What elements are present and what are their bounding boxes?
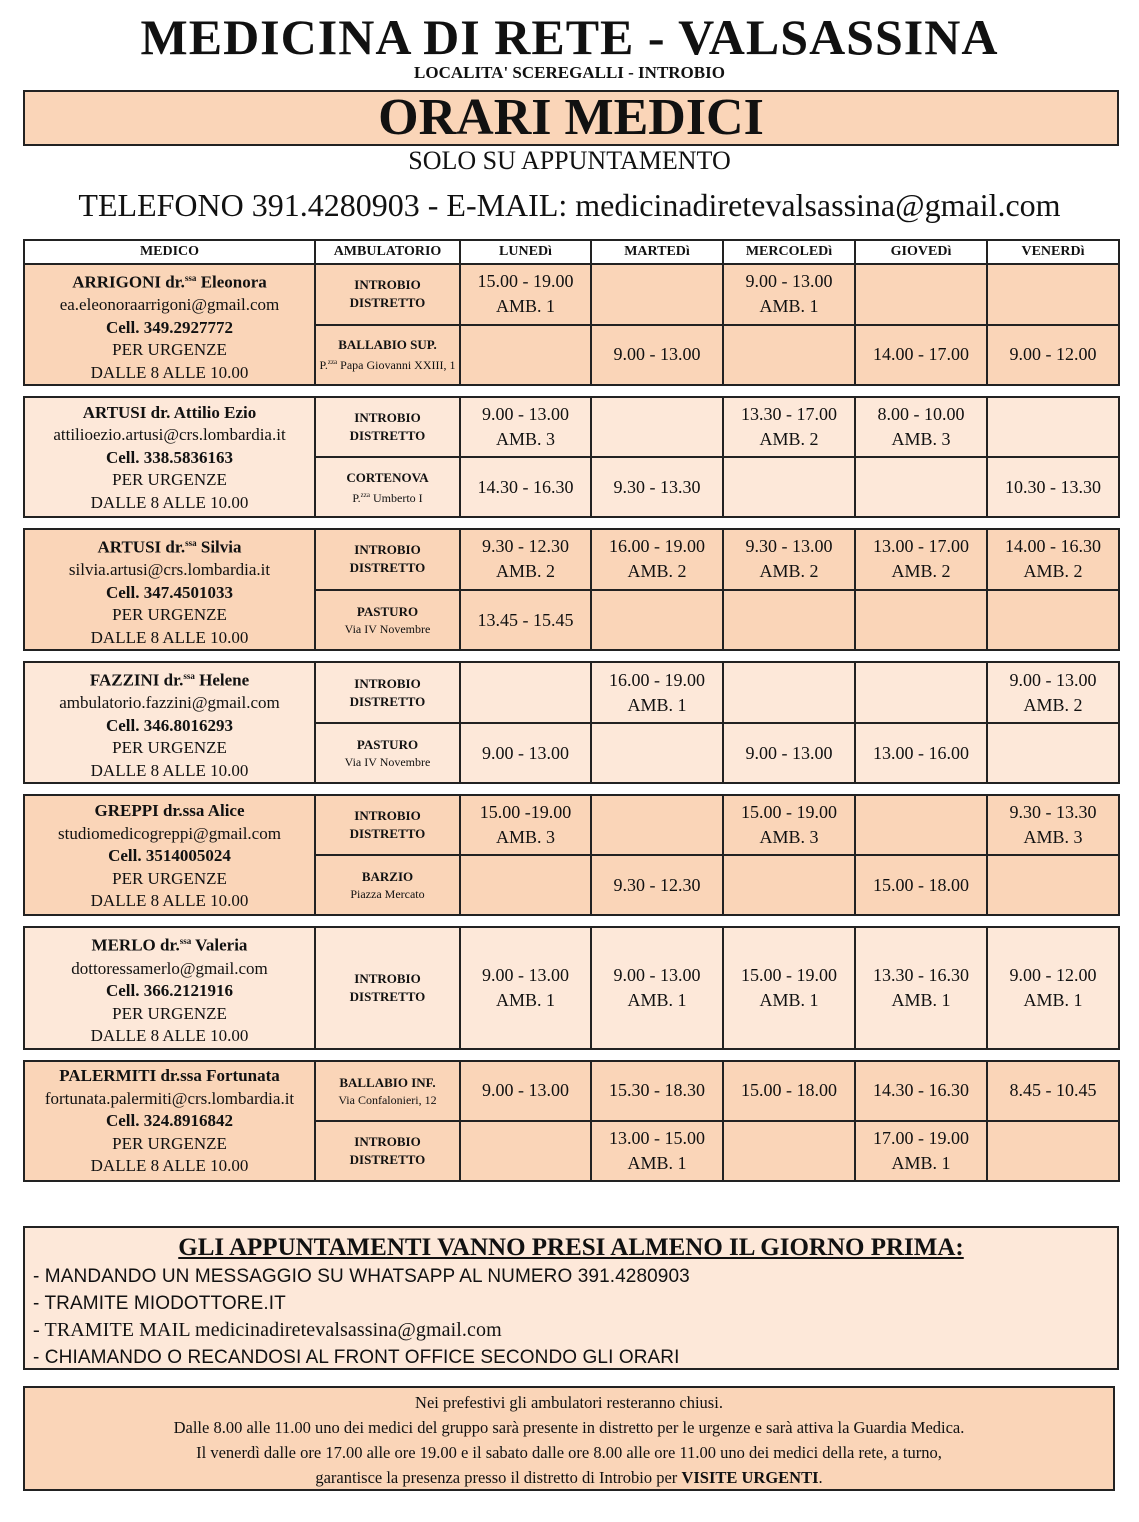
- urgent-hours: DALLE 8 ALLE 10.00: [90, 362, 249, 382]
- appointment-only-note: SOLO SU APPUNTAMENTO: [408, 146, 731, 175]
- time-slot-cell: [987, 264, 1119, 325]
- slot-room: AMB. 1: [495, 990, 555, 1011]
- group-spacer: [24, 783, 1119, 795]
- doctor-email: studiomedicogreppi@gmail.com: [58, 823, 281, 843]
- time-slot-cell: [855, 1121, 987, 1181]
- clinic-address-rest: Umberto I: [370, 490, 423, 505]
- time-slot-cell: [591, 662, 723, 723]
- doctor-email: ambulatorio.fazzini@gmail.com: [59, 693, 280, 713]
- clinic-name: INTROBIO DISTRETTO: [349, 971, 426, 1005]
- doctor-email: attilioezio.artusi@crs.lombardia.it: [53, 425, 286, 445]
- time-slot-cell: [987, 1121, 1119, 1181]
- spacer-cell: [24, 915, 1119, 927]
- table-row: [24, 662, 1119, 723]
- slot-time: 9.00 - 13.00: [482, 404, 569, 425]
- appointment-method-whatsapp: - MANDANDO UN MESSAGGIO SU WHATSAPP AL NUMERO 391.4280903: [33, 1266, 690, 1287]
- appointment-method-miodottore: - TRAMITE MIODOTTORE.IT: [33, 1293, 286, 1314]
- time-slot-cell: [460, 795, 591, 855]
- clinic-cell: [315, 529, 460, 590]
- clinic-name: BALLABIO INF.: [339, 1074, 436, 1090]
- doctor-title-suffix: ssa: [183, 671, 195, 682]
- doctor-phone: Cell. 324.8916842: [105, 1111, 234, 1131]
- group-spacer: [24, 650, 1119, 662]
- time-slot-cell: [855, 662, 987, 723]
- clinic-name: PASTURO: [356, 737, 419, 753]
- time-slot-cell: [723, 927, 855, 1048]
- clinic-address-rest: Papa Giovanni XXIII, 1: [337, 358, 456, 373]
- clinic-address: [316, 754, 459, 770]
- time-slot-cell: [987, 927, 1119, 1048]
- time-slot-cell: [723, 662, 855, 723]
- time-slot-cell: [591, 264, 723, 325]
- table-row: [24, 397, 1119, 457]
- slot-room: AMB. 3: [1023, 827, 1083, 848]
- clinic-address-suffix: zza: [360, 490, 370, 499]
- doctor-name-text: ARRIGONI dr.: [72, 272, 185, 292]
- clinic-cell: [315, 264, 460, 325]
- time-slot-cell: [855, 325, 987, 386]
- slot-time: 9.00 - 12.00: [1009, 965, 1097, 986]
- time-slot-cell: [460, 1061, 591, 1121]
- slot-time: 8.00 - 10.00: [877, 404, 965, 425]
- slot-time: 15.00 - 19.00: [477, 271, 574, 292]
- col-header-lunedi: LUNEDì: [460, 240, 591, 264]
- doctor-email: fortunata.palermiti@crs.lombardia.it: [44, 1088, 295, 1108]
- slot-time: 9.00 - 12.00: [1009, 344, 1097, 365]
- note-line-1: Nei prefestivi gli ambulatori resteranno chiusi.: [415, 1393, 723, 1412]
- time-slot-cell: [591, 590, 723, 651]
- time-slot-cell: [460, 325, 591, 386]
- time-slot-cell: [460, 662, 591, 723]
- clinic-name: PASTURO: [356, 604, 419, 620]
- time-slot-cell: [591, 855, 723, 915]
- clinic-address: [316, 1092, 459, 1108]
- note-line-4: [25, 1465, 1113, 1490]
- time-slot-cell: [855, 795, 987, 855]
- time-slot-cell: [591, 1121, 723, 1181]
- time-slot-cell: [987, 397, 1119, 457]
- doctor-email: ea.eleonoraarrigoni@gmail.com: [59, 295, 280, 315]
- slot-room: AMB. 3: [495, 827, 555, 848]
- slot-room: AMB. 2: [759, 561, 819, 582]
- clinic-cell: [315, 855, 460, 915]
- clinic-address: [316, 354, 459, 373]
- doctor-first-name: Silvia: [196, 537, 242, 557]
- doctor-cell: [24, 264, 315, 385]
- doctor-title-suffix: ssa: [184, 273, 197, 283]
- col-header-giovedi: GIOVEDì: [855, 240, 987, 264]
- clinic-name: INTROBIO DISTRETTO: [349, 277, 426, 311]
- time-slot-cell: [987, 662, 1119, 723]
- spacer-cell: [24, 517, 1119, 529]
- doctor-first-name: Eleonora: [196, 272, 267, 292]
- time-slot-cell: [987, 590, 1119, 651]
- page-title: MEDICINA DI RETE - VALSASSINA: [140, 9, 999, 65]
- clinic-address-text: P.: [319, 358, 328, 373]
- clinic-address-text: Piazza Mercato: [350, 887, 425, 902]
- slot-time: 9.00 - 13.00: [613, 344, 701, 365]
- slot-room: AMB. 3: [891, 429, 951, 450]
- clinic-name: INTROBIO DISTRETTO: [349, 1133, 426, 1167]
- slot-time: 16.00 - 19.00: [609, 669, 705, 690]
- schedule-table: [23, 239, 1120, 1182]
- clinic-cell: [315, 457, 460, 517]
- clinic-name: INTROBIO DISTRETTO: [349, 542, 426, 576]
- slot-room: AMB. 1: [891, 1152, 951, 1173]
- clinic-cell: [315, 795, 460, 855]
- slot-time: 15.00 - 19.00: [741, 802, 837, 823]
- time-slot-cell: [855, 457, 987, 517]
- slot-room: AMB. 2: [1023, 694, 1083, 715]
- time-slot-cell: [591, 723, 723, 784]
- doctor-title-suffix: ssa: [179, 936, 192, 947]
- note-line-4-text: garantisce la presenza presso il distretto di Introbio per: [315, 1468, 682, 1487]
- time-slot-cell: [855, 529, 987, 590]
- appointments-box: [23, 1226, 1119, 1370]
- slot-room: AMB. 2: [891, 561, 951, 582]
- table-row: [24, 927, 1119, 1048]
- schedule-banner: ORARI MEDICI: [23, 90, 1119, 146]
- urgent-label: PER URGENZE: [112, 1133, 227, 1153]
- time-slot-cell: [723, 529, 855, 590]
- slot-time: 14.30 - 16.30: [477, 476, 574, 497]
- col-header-venerdi: VENERDì: [987, 240, 1119, 264]
- appointments-heading: GLI APPUNTAMENTI VANNO PRESI ALMENO IL GIORNO PRIMA:: [178, 1234, 964, 1261]
- doctor-email: dottoressamerlo@gmail.com: [71, 958, 268, 978]
- appointment-method-mail: - TRAMITE MAIL medicinadiretevalsassina@gmail.com: [33, 1319, 502, 1341]
- slot-time: 9.30 - 12.30: [613, 874, 701, 895]
- time-slot-cell: [460, 590, 591, 651]
- spacer-cell: [24, 783, 1119, 795]
- time-slot-cell: [591, 325, 723, 386]
- slot-room: AMB. 1: [1023, 990, 1083, 1011]
- doctor-name-text: ARTUSI dr. Attilio Ezio: [82, 402, 257, 422]
- clinic-cell: [315, 927, 460, 1048]
- slot-time: 16.00 - 19.00: [609, 536, 705, 557]
- slot-time: 9.00 - 13.00: [482, 965, 569, 986]
- slot-time: 15.00 - 18.00: [741, 1080, 837, 1101]
- clinic-name: INTROBIO DISTRETTO: [349, 675, 426, 709]
- clinic-address-text: P.: [352, 490, 361, 505]
- doctor-cell: [24, 662, 315, 783]
- col-header-mercoledi: MERCOLEDì: [723, 240, 855, 264]
- time-slot-cell: [460, 927, 591, 1048]
- table-row: [24, 264, 1119, 325]
- urgent-hours: DALLE 8 ALLE 10.00: [90, 492, 249, 512]
- spacer-cell: [24, 650, 1119, 662]
- slot-time: 13.30 - 17.00: [741, 404, 837, 425]
- slot-time: 13.00 - 17.00: [873, 536, 969, 557]
- slot-room: AMB. 1: [627, 694, 687, 715]
- time-slot-cell: [987, 325, 1119, 386]
- slot-time: 9.30 - 13.00: [745, 536, 833, 557]
- time-slot-cell: [855, 264, 987, 325]
- clinic-address-suffix: zza: [327, 358, 338, 367]
- time-slot-cell: [855, 1061, 987, 1121]
- time-slot-cell: [460, 397, 591, 457]
- note-line-2: Dalle 8.00 alle 11.00 uno dei medici del gruppo sarà presente in distretto per le urgenze e sarà attiva la Guardia Medica.: [173, 1418, 965, 1437]
- clinic-address-text: Via Confalonieri, 12: [338, 1092, 437, 1107]
- urgent-hours: DALLE 8 ALLE 10.00: [90, 760, 249, 780]
- clinic-name: CORTENOVA: [346, 469, 429, 485]
- doctor-cell: [24, 927, 315, 1048]
- slot-time: 15.00 -19.00: [479, 802, 572, 823]
- doctor-first-name: Helene: [194, 670, 250, 690]
- doctor-name: [25, 1065, 314, 1088]
- clinic-name: BALLABIO SUP.: [338, 337, 437, 353]
- slot-time: 9.00 - 13.00: [1009, 669, 1097, 690]
- urgent-label: PER URGENZE: [112, 340, 227, 360]
- time-slot-cell: [591, 795, 723, 855]
- group-spacer: [24, 1049, 1119, 1061]
- doctor-phone: Cell. 3514005024: [108, 846, 231, 866]
- slot-time: 9.00 - 13.00: [482, 1080, 569, 1101]
- slot-room: AMB. 2: [759, 429, 819, 450]
- time-slot-cell: [460, 723, 591, 784]
- time-slot-cell: [591, 927, 723, 1048]
- time-slot-cell: [591, 457, 723, 517]
- urgent-hours: DALLE 8 ALLE 10.00: [90, 1026, 249, 1046]
- slot-time: 9.00 - 13.00: [745, 271, 833, 292]
- clinic-name: BARZIO: [361, 869, 414, 885]
- group-spacer: [24, 915, 1119, 927]
- slot-time: 9.00 - 13.00: [745, 742, 833, 763]
- slot-time: 13.00 - 16.00: [873, 742, 969, 763]
- time-slot-cell: [723, 457, 855, 517]
- slot-time: 15.30 - 18.30: [609, 1080, 705, 1101]
- time-slot-cell: [987, 457, 1119, 517]
- time-slot-cell: [723, 325, 855, 386]
- doctor-name: [25, 267, 314, 294]
- clinic-address: [316, 621, 459, 637]
- time-slot-cell: [460, 855, 591, 915]
- group-spacer: [24, 517, 1119, 529]
- time-slot-cell: [987, 1061, 1119, 1121]
- slot-time: 9.00 - 13.00: [482, 742, 569, 763]
- slot-time: 14.00 - 16.30: [1005, 536, 1101, 557]
- doctor-name-text: PALERMITI dr.ssa Fortunata: [59, 1066, 280, 1086]
- doctor-cell: [24, 795, 315, 915]
- slot-room: AMB. 1: [495, 296, 555, 317]
- note-line-4-end: .: [818, 1468, 823, 1487]
- urgent-label: PER URGENZE: [112, 738, 227, 758]
- time-slot-cell: [723, 795, 855, 855]
- slot-time: 10.30 - 13.30: [1005, 476, 1101, 497]
- doctor-name: [25, 930, 314, 957]
- slot-room: AMB. 3: [495, 429, 555, 450]
- clinic-cell: [315, 325, 460, 386]
- doctor-phone: Cell. 347.4501033: [105, 582, 234, 602]
- doctor-name-text: GREPPI dr.ssa Alice: [94, 801, 245, 821]
- doctor-phone: Cell. 349.2927772: [105, 317, 234, 337]
- time-slot-cell: [855, 927, 987, 1048]
- clinic-cell: [315, 590, 460, 651]
- time-slot-cell: [723, 397, 855, 457]
- time-slot-cell: [987, 795, 1119, 855]
- doctor-cell: [24, 529, 315, 650]
- slot-time: 14.30 - 16.30: [873, 1080, 969, 1101]
- time-slot-cell: [460, 529, 591, 590]
- slot-time: 13.45 - 15.45: [477, 609, 574, 630]
- clinic-address: [316, 886, 459, 902]
- time-slot-cell: [723, 723, 855, 784]
- slot-time: 9.30 - 13.30: [613, 476, 701, 497]
- time-slot-cell: [987, 723, 1119, 784]
- clinic-name: INTROBIO DISTRETTO: [349, 808, 426, 842]
- urgent-hours: DALLE 8 ALLE 10.00: [90, 891, 249, 911]
- time-slot-cell: [591, 529, 723, 590]
- slot-room: AMB. 1: [759, 990, 819, 1011]
- doctor-title-suffix: ssa: [185, 538, 197, 549]
- table-row: [24, 795, 1119, 855]
- slot-time: 13.00 - 15.00: [609, 1127, 705, 1148]
- table-header-row: [24, 240, 1119, 264]
- time-slot-cell: [591, 1061, 723, 1121]
- slot-room: AMB. 2: [1023, 561, 1083, 582]
- urgent-label: PER URGENZE: [112, 470, 227, 490]
- doctor-phone: Cell. 346.8016293: [105, 715, 234, 735]
- doctor-cell: [24, 397, 315, 517]
- slot-time: 15.00 - 18.00: [873, 874, 969, 895]
- doctor-name: [25, 665, 314, 692]
- spacer-cell: [24, 1049, 1119, 1061]
- time-slot-cell: [460, 1121, 591, 1181]
- slot-time: 9.00 - 13.00: [613, 965, 701, 986]
- clinic-cell: [315, 662, 460, 723]
- urgent-label: PER URGENZE: [112, 605, 227, 625]
- time-slot-cell: [987, 529, 1119, 590]
- urgent-label: PER URGENZE: [112, 1003, 227, 1023]
- col-header-martedi: MARTEDì: [591, 240, 723, 264]
- time-slot-cell: [723, 855, 855, 915]
- doctor-name-text: FAZZINI dr.: [89, 670, 184, 690]
- clinic-name: INTROBIO DISTRETTO: [349, 410, 426, 444]
- notes-box: [23, 1386, 1115, 1491]
- time-slot-cell: [723, 1121, 855, 1181]
- time-slot-cell: [855, 397, 987, 457]
- slot-time: 15.00 - 19.00: [741, 965, 837, 986]
- slot-room: AMB. 1: [891, 990, 951, 1011]
- clinic-cell: [315, 723, 460, 784]
- slot-room: AMB. 3: [759, 827, 819, 848]
- table-row: [24, 529, 1119, 590]
- doctor-name-text: ARTUSI dr.: [97, 537, 186, 557]
- doctor-email: silvia.artusi@crs.lombardia.it: [68, 560, 271, 580]
- urgent-hours: DALLE 8 ALLE 10.00: [90, 627, 249, 647]
- slot-time: 9.30 - 13.30: [1009, 802, 1097, 823]
- slot-room: AMB. 2: [627, 561, 687, 582]
- clinic-address: [316, 487, 459, 506]
- time-slot-cell: [987, 855, 1119, 915]
- time-slot-cell: [855, 855, 987, 915]
- doctor-cell: [24, 1061, 315, 1181]
- time-slot-cell: [723, 1061, 855, 1121]
- clinic-cell: [315, 1121, 460, 1181]
- urgent-hours: DALLE 8 ALLE 10.00: [90, 1156, 249, 1176]
- slot-time: 17.00 - 19.00: [873, 1127, 969, 1148]
- appointment-method-front-office: - CHIAMANDO O RECANDOSI AL FRONT OFFICE SECONDO GLI ORARI: [33, 1347, 680, 1368]
- slot-time: 13.30 - 16.30: [873, 965, 969, 986]
- contact-line: TELEFONO 391.4280903 - E-MAIL: medicinadiretevalsassina@gmail.com: [78, 187, 1061, 223]
- slot-time: 9.30 - 12.30: [482, 536, 569, 557]
- table-row: [24, 1061, 1119, 1121]
- time-slot-cell: [855, 723, 987, 784]
- doctor-first-name: Valeria: [191, 936, 248, 956]
- slot-time: 8.45 - 10.45: [1009, 1080, 1097, 1101]
- urgent-visits-label: VISITE URGENTI: [681, 1468, 819, 1487]
- clinic-address-text: Via IV Novembre: [344, 622, 431, 637]
- slot-time: 14.00 - 17.00: [873, 344, 969, 365]
- time-slot-cell: [855, 590, 987, 651]
- doctor-name: [25, 402, 314, 425]
- urgent-label: PER URGENZE: [112, 868, 227, 888]
- slot-room: AMB. 1: [627, 1152, 687, 1173]
- spacer-cell: [24, 385, 1119, 397]
- col-header-ambulatorio: AMBULATORIO: [315, 240, 460, 264]
- location-subtitle: LOCALITA' SCEREGALLI - INTROBIO: [414, 63, 725, 82]
- doctor-name-text: MERLO dr.: [91, 936, 180, 956]
- time-slot-cell: [460, 264, 591, 325]
- doctor-name: [25, 532, 314, 559]
- slot-room: AMB. 2: [495, 561, 555, 582]
- slot-room: AMB. 1: [759, 296, 819, 317]
- slot-room: AMB. 1: [627, 990, 687, 1011]
- doctor-phone: Cell. 366.2121916: [105, 981, 234, 1001]
- note-line-3: Il venerdì dalle ore 17.00 alle ore 19.00 e il sabato dalle ore 8.00 alle ore 11.00 uno dei medici della rete, a turno,: [196, 1443, 942, 1462]
- doctor-phone: Cell. 338.5836163: [105, 447, 234, 467]
- time-slot-cell: [591, 397, 723, 457]
- clinic-address-text: Via IV Novembre: [344, 755, 431, 770]
- group-spacer: [24, 385, 1119, 397]
- clinic-cell: [315, 1061, 460, 1121]
- time-slot-cell: [723, 264, 855, 325]
- time-slot-cell: [723, 590, 855, 651]
- clinic-cell: [315, 397, 460, 457]
- doctor-name: [25, 800, 314, 823]
- time-slot-cell: [460, 457, 591, 517]
- col-header-medico: MEDICO: [24, 240, 315, 264]
